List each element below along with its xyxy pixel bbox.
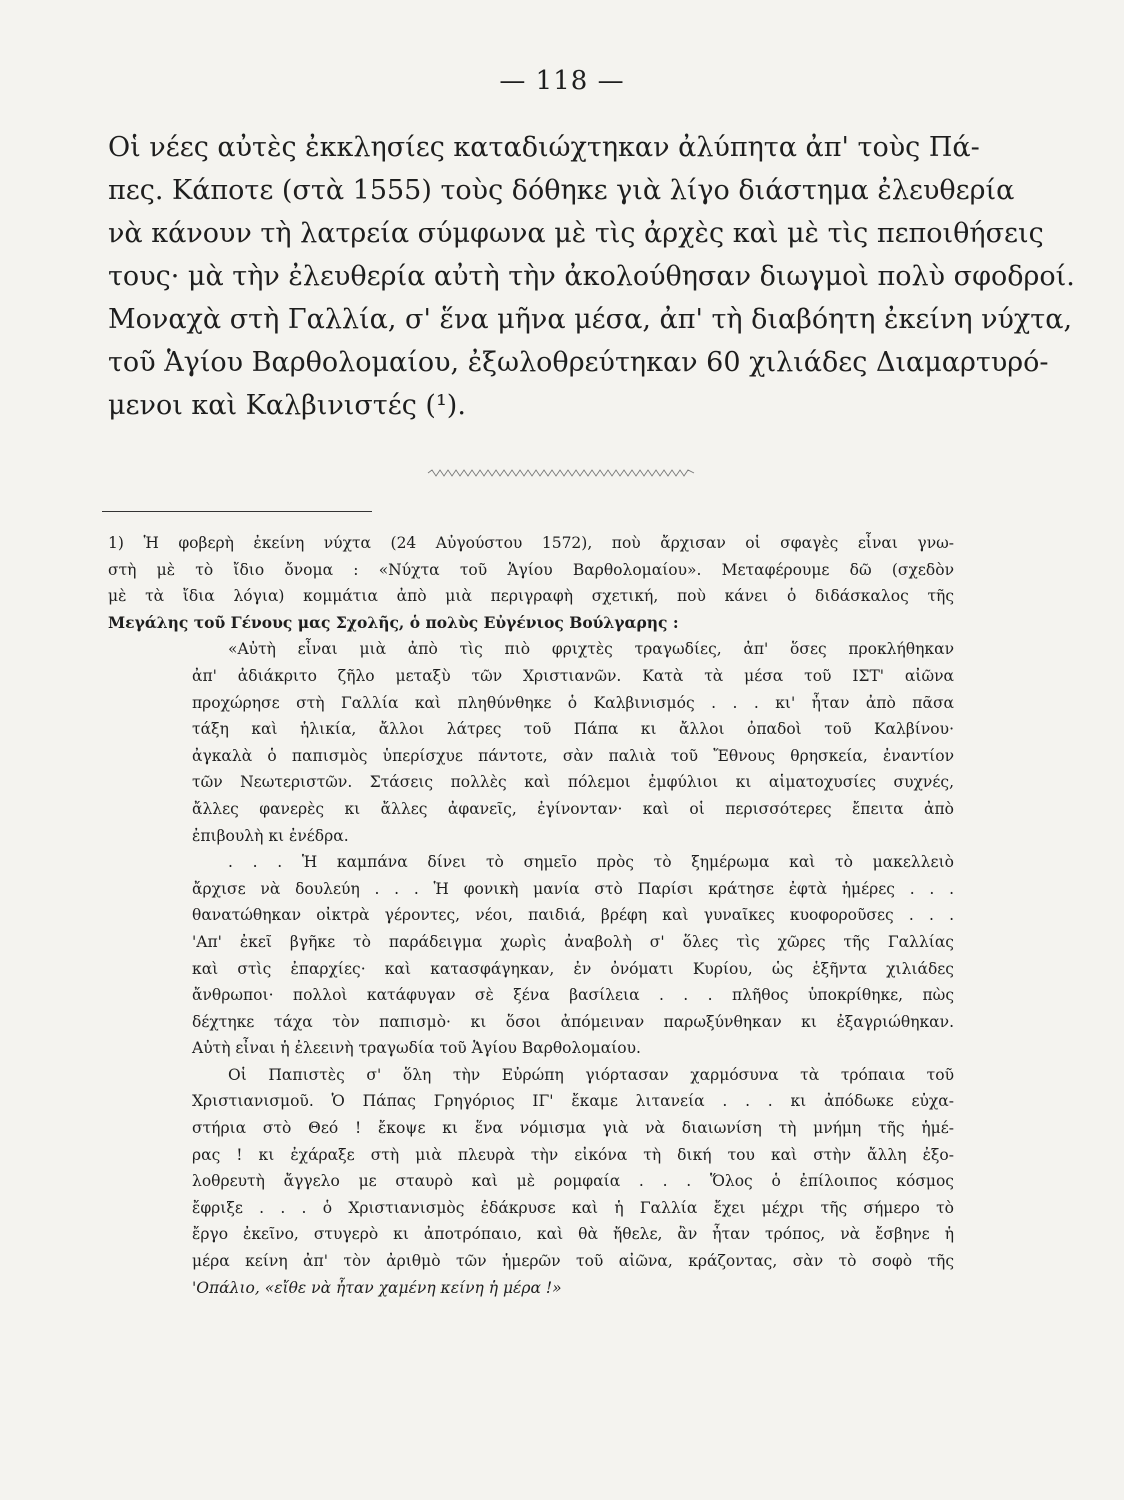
footnote-line: Μεγάλης τοῦ Γένους μας Σχολῆς, ὁ πολὺς Εὐγένιος Βούλγαρης :	[108, 612, 679, 632]
quote-line: ἀγκαλὰ ὁ παπισμὸς ὑπερίσχυε πάντοτε, σὰν παλιὰ τοῦ Ἔθνους θρησκεία, ἐναντίον	[192, 746, 954, 765]
footnote-line: μὲ τὰ ἴδια λόγια) κομμάτια ἀπὸ μιὰ περιγραφὴ σχετική, ποὺ κάνει ὁ διδάσκαλος τῆς	[108, 587, 954, 606]
quote-line: δέχτηκε τάχα τὸν παπισμὸ· κι ὅσοι ἀπόμειναν παρωξύνθηκαν κι ἐξαγριώθηκαν.	[192, 1012, 954, 1031]
page-number: — 118 —	[499, 66, 625, 96]
quote-line: «Αὐτὴ εἶναι μιὰ ἀπὸ τὶς πιὸ φριχτὲς τραγωδίες, ἀπ' ὅσες προκλήθηκαν	[228, 640, 954, 659]
quote-line: ἄρχισε νὰ δουλεύη . . . Ἡ φονικὴ μανία στὸ Παρίσι κράτησε ἐφτὰ ἡμέρες . . .	[192, 879, 954, 898]
quote-line: 'Απ' ἐκεῖ βγῆκε τὸ παράδειγμα χωρὶς ἀναβολὴ σ' ὅλες τὶς χῶρες τῆς Γαλλίας	[192, 932, 954, 951]
main-text-line: πες. Κάποτε (στὰ 1555) τοὺς δόθηκε γιὰ λίγο διάστημα ἐλευθερία	[108, 175, 1015, 206]
quote-line: ἄνθρωποι· πολλοὶ κατάφυγαν σὲ ξένα βασίλεια . . . πλῆθος ὑποκρίθηκε, πὼς	[192, 986, 954, 1005]
footnote-line: στὴ μὲ τὸ ἴδιο ὄνομα : «Νύχτα τοῦ Ἁγίου Βαρθολομαίου». Μεταφέρουμε δῶ (σχεδὸν	[108, 560, 954, 579]
quote-line: στήρια στὸ Θεό ! ἔκοψε κι ἕνα νόμισμα γιὰ νὰ διαιωνίση τὴ μνήμη τῆς ἡμέ-	[192, 1119, 954, 1138]
quote-line: ρας ! κι ἐχάραξε στὴ μιὰ πλευρὰ τὴν εἰκόνα τὴ δική του καὶ στὴν ἄλλη ἐξο-	[192, 1145, 954, 1164]
quote-line: ἄλλες φανερὲς κι ἄλλες ἀφανεῖς, ἐγίνονταν· καὶ οἱ περισσότερες ἔπειτα ἀπὸ	[192, 799, 954, 818]
main-text-line: Μοναχὰ στὴ Γαλλία, σ' ἕνα μῆνα μέσα, ἀπ' τὴ διαβόητη ἐκείνη νύχτα,	[108, 304, 1073, 335]
quote-line: μέρα κείνη ἀπ' τὸν ἀριθμὸ τῶν ἡμερῶν τοῦ αἰῶνα, κράζοντας, σὰν τὸ σοφὸ τῆς	[192, 1252, 954, 1271]
quote-line: θανατώθηκαν οἰκτρὰ γέροντες, νέοι, παιδιά, βρέφη καὶ γυναῖκες κυοφοροῦσες . . .	[192, 906, 954, 925]
main-text-line: τοῦ Ἁγίου Βαρθολομαίου, ἐξωλοθρεύτηκαν 60 χιλιάδες Διαμαρτυρό-	[108, 347, 1049, 378]
quote-line: ἔργο ἐκεῖνο, στυγερὸ κι ἀποτρόπαιο, καὶ θὰ ἤθελε, ἂν ἦταν τρόπος, νὰ ἔσβηνε ἡ	[192, 1225, 954, 1244]
quote-paragraph	[108, 636, 954, 849]
main-text-line: μενοι καὶ Καλβινιστές (¹).	[108, 390, 466, 421]
quote-line: ἔφριξε . . . ὁ Χριστιανισμὸς ἐδάκρυσε καὶ ἡ Γαλλία ἔχει μέχρι τῆς σήμερο τὸ	[192, 1198, 954, 1217]
main-text-line: Οἱ νέες αὐτὲς ἐκκλησίες καταδιώχτηκαν ἀλύπητα ἀπ' τοὺς Πά-	[108, 132, 980, 163]
quote-line: ἐπιβουλὴ κι ἐνέδρα.	[192, 826, 349, 845]
footnotes	[108, 530, 954, 1301]
quote-line: Χριστιανισμοῦ. Ὁ Πάπας Γρηγόριος ΙΓ' ἔκαμε λιτανεία . . . κι ἀπόδωκε εὐχα-	[192, 1092, 954, 1111]
quote-line: λοθρευτὴ ἄγγελο με σταυρὸ καὶ μὲ ρομφαία . . . Ὅλος ὁ ἐπίλοιπος κόσμος	[192, 1172, 954, 1191]
footnote-marker: 1)	[108, 534, 124, 552]
quote-line: προχώρησε στὴ Γαλλία καὶ πληθύνθηκε ὁ Καλβινισμός . . . κι' ἦταν ἀπὸ πᾶσα	[192, 693, 954, 712]
main-text-line: νὰ κάνουν τὴ λατρεία σύμφωνα μὲ τὶς ἀρχὲς καὶ μὲ τὶς πεποιθήσεις	[108, 218, 1044, 249]
wavy-divider-ornament	[428, 468, 694, 478]
quote-paragraph	[108, 849, 954, 1062]
footnote-line	[108, 530, 954, 557]
quote-paragraph	[108, 1062, 954, 1301]
quote-line: ἀπ' ἀδιάκριτο ζῆλο μεταξὺ τῶν Χριστιανῶν. Κατὰ τὰ μέσα τοῦ ΙΣΤ' αἰῶνα	[192, 666, 954, 685]
quote-line: 'Οπάλιο, «εἴθε νὰ ἦταν χαμένη κείνη ἡ μέρα !»	[192, 1278, 562, 1297]
main-text-line: τους· μὰ τὴν ἐλευθερία αὐτὴ τὴν ἀκολούθησαν διωγμοὶ πολὺ σφοδροί.	[108, 261, 1075, 292]
quote-line: τῶν Νεωτεριστῶν. Στάσεις πολλὲς καὶ πόλεμοι ἐμφύλιοι κι αἱματοχυσίες συχνές,	[192, 773, 954, 792]
quote-line: τάξη καὶ ἡλικία, ἄλλοι λάτρες τοῦ Πάπα κι ἄλλοι ὀπαδοὶ τοῦ Καλβίνου·	[192, 720, 954, 739]
main-text	[108, 126, 1075, 427]
quote-line: καὶ στὶς ἐπαρχίες· καὶ κατασφάγηκαν, ἐν ὀνόματι Κυρίου, ὡς ἑξῆντα χιλιάδες	[192, 959, 954, 978]
footnote-rule	[102, 511, 372, 512]
quote-block	[108, 636, 954, 1301]
quote-line: Οἱ Παπιστὲς σ' ὅλη τὴν Εὐρώπη γιόρτασαν χαρμόσυνα τὰ τρόπαια τοῦ	[228, 1065, 954, 1084]
footnote-text: Ἡ φοβερὴ ἐκείνη νύχτα (24 Αὐγούστου 1572), ποὺ ἄρχισαν οἱ σφαγὲς εἶναι γνω-	[143, 534, 954, 552]
quote-line: Αὐτὴ εἶναι ἡ ἐλεεινὴ τραγωδία τοῦ Ἁγίου Βαρθολομαίου.	[192, 1039, 641, 1058]
quote-line: . . . Ἡ καμπάνα δίνει τὸ σημεῖο πρὸς τὸ ξημέρωμα καὶ τὸ μακελλειὸ	[228, 853, 954, 872]
